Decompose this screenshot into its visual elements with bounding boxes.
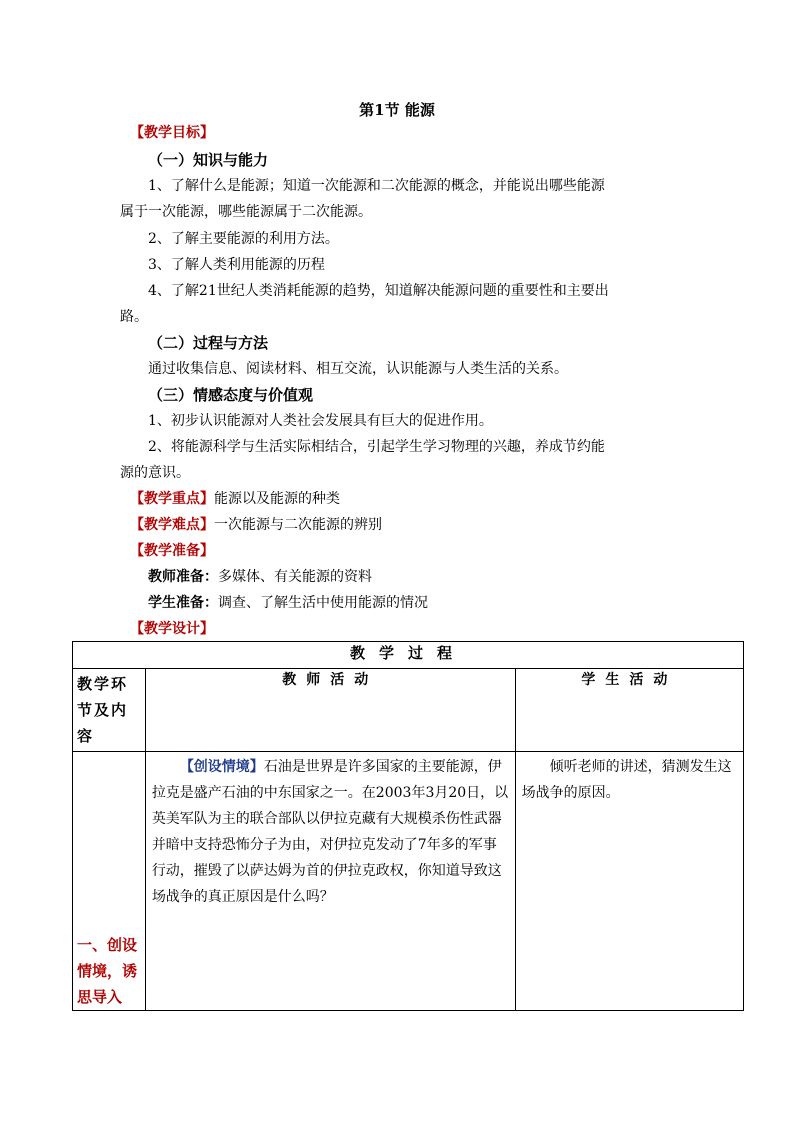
teacher-prep-label: 教师准备： xyxy=(148,569,218,585)
col2-header: 教师活动 xyxy=(145,669,515,752)
row1-teacher-activity xyxy=(146,752,515,910)
table-column-header-row xyxy=(73,669,744,752)
row1-teacher-text: 石油是世界是许多国家的主要能源，伊拉克是盛产石油的中东国家之一。在2003年3月20日，以英美军队为主的联合部队以伊拉克藏有大规模杀伤性武器并暗中支持恐怖分子为由，对伊拉克发动了7年多的军事行动，摧毁了以萨达姆为首的伊拉克政权，你知道导致这场战争的真正原因是什么吗？ xyxy=(151,759,509,905)
section3-heading: （三）情感态度与价值观 xyxy=(148,386,314,404)
col1-header: 教学环节及内容 xyxy=(77,675,129,745)
table-header-row xyxy=(73,642,744,669)
s3-item1: 1、初步认识能源对人类社会发展具有巨大的促进作用。 xyxy=(148,413,493,429)
student-activity-cell xyxy=(515,752,743,1011)
table-row xyxy=(73,752,744,1011)
s2-text: 通过收集信息、阅读材料、相互交流，认识能源与人类生活的关系。 xyxy=(148,361,568,377)
s1-item4-line2: 路。 xyxy=(120,309,148,325)
keypoint-line xyxy=(130,486,340,512)
student-prep-line xyxy=(148,590,428,616)
stage-cell xyxy=(73,752,146,1011)
section1-heading: （一）知识与能力 xyxy=(148,151,269,169)
prep-heading: 【教学准备】 xyxy=(130,543,214,559)
col1-header-cell xyxy=(73,669,146,752)
process-header: 教学过程 xyxy=(73,642,744,669)
col3-header: 学生活动 xyxy=(515,669,743,752)
design-heading: 【教学设计】 xyxy=(130,621,214,637)
s3-item2-line1: 2、将能源科学与生活实际相结合，引起学生学习物理的兴趣，养成节约能 xyxy=(148,439,605,455)
student-prep-text: 调查、了解生活中使用能源的情况 xyxy=(218,595,428,611)
keypoint-text: 能源以及能源的种类 xyxy=(214,491,340,507)
student-prep-label: 学生准备： xyxy=(148,595,218,611)
s1-item2: 2、了解主要能源的利用方法。 xyxy=(148,231,339,247)
s1-item1-line2: 属于一次能源，哪些能源属于二次能源。 xyxy=(120,204,372,220)
keypoint-label: 【教学重点】 xyxy=(130,491,214,507)
s1-item4-line1: 4、了解21世纪人类消耗能源的趋势，知道解决能源问题的重要性和主要出 xyxy=(148,283,609,299)
objectives-heading: 【教学目标】 xyxy=(130,125,214,141)
teacher-prep-line xyxy=(148,564,372,590)
row1-teacher-label: 【创设情境】 xyxy=(179,759,264,775)
teacher-prep-text: 多媒体、有关能源的资料 xyxy=(218,569,372,585)
row1-student-text: 倾听老师的讲述，猜测发生这场战争的原因。 xyxy=(521,759,732,801)
difficulty-label: 【教学难点】 xyxy=(130,517,214,533)
teacher-activity-cell xyxy=(145,752,515,1011)
section2-heading: （二）过程与方法 xyxy=(148,334,269,352)
difficulty-text: 一次能源与二次能源的辨别 xyxy=(214,517,382,533)
s1-item3: 3、了解人类利用能源的历程 xyxy=(148,257,325,273)
page-title: 第1节 能源 xyxy=(359,101,435,119)
row1-stage: 一、创设情境，诱思导入 xyxy=(77,936,138,1006)
difficulty-line xyxy=(130,512,382,538)
s1-item1-line1: 1、了解什么是能源；知道一次能源和二次能源的概念，并能说出哪些能源 xyxy=(148,178,605,194)
lesson-design-table xyxy=(72,641,744,1011)
s3-item2-line2: 源的意识。 xyxy=(120,465,190,481)
